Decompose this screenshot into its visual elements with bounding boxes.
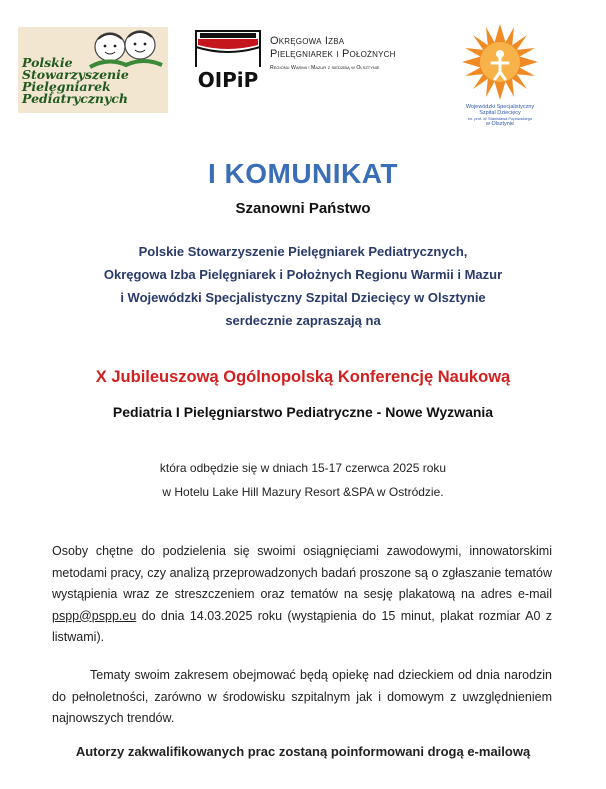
oipip-line-2: Pielęgniarek i Położnych	[270, 48, 396, 60]
pspp-line-2: Stowarzyszenie	[22, 67, 129, 82]
conference-name: X Jubileuszową Ogólnopolską Konferencję Naukową	[95, 368, 511, 386]
sun-child-icon	[460, 22, 540, 102]
conference-venue: w Hotelu Lake Hill Mazury Resort &SPA w Ostródzie.	[162, 485, 444, 499]
oipip-logo	[192, 27, 422, 97]
oipip-emblem-icon	[192, 27, 264, 95]
logo-bar	[0, 0, 606, 130]
conference-subtitle: Pediatria I Pielęgniarstwo Pediatryczne - Nowe Wyzwania	[112, 404, 494, 420]
wsd-caption-3: im. prof. dr Stanisława Popowskiego	[467, 116, 533, 121]
organizers	[0, 240, 606, 332]
wsd-caption	[440, 104, 560, 127]
call-for-papers	[52, 541, 552, 649]
email-link[interactable]: pspp@pspp.eu	[52, 608, 137, 623]
organizer-line-1: Polskie Stowarzyszenie Pielęgniarek Pediatrycznych,	[138, 244, 468, 259]
conference-details	[0, 456, 606, 504]
wsd-caption-4: w Olsztynie	[485, 121, 515, 127]
topics-paragraph: Tematy swoim zakresem obejmować będą opiekę nad dzieckiem od dnia narodzin do pełnoletności, zarówno w środowisku szpitalnym jak i domowym z uwzględnieniem najnowszych trendów.	[52, 668, 552, 725]
pspp-line-4: Pediatrycznych	[22, 91, 128, 106]
oipip-name	[270, 35, 430, 71]
pspp-logo-text	[22, 57, 162, 105]
organizer-line-2: Okręgowa Izba Pielęgniarek i Położnych Regionu Warmii i Mazur	[103, 267, 503, 282]
oipip-line-1: Okręgowa Izba	[270, 35, 345, 47]
invitation-line: serdecznie zapraszają na	[225, 313, 381, 328]
organizer-line-3: i Wojewódzki Specjalistyczny Szpital Dziecięcy w Olsztynie	[120, 290, 486, 305]
oipip-emblem-text: OIPiP	[197, 68, 259, 92]
call-text-after: do dnia 14.03.2025 roku (wystąpienia do 15 minut, plakat rozmiar A0 z listwami).	[52, 608, 552, 644]
wsd-caption-2: Szpital Dziecięcy	[479, 110, 521, 116]
pspp-line-3: Pielęgniarek	[22, 79, 111, 94]
oipip-line-3: Regionu Warmii i Mazur z siedzibą w Olsztynie	[270, 65, 380, 71]
call-text-before: Osoby chętne do podzielenia się swoimi osiągnięciami zawodowymi, innowatorskimi metodami pracy, czy analizą przeprowadzonych badań proszone są o zgłaszanie tematów wystąpienia wraz ze streszczeniem oraz tematów na sesję plakatową na adres e-mail	[52, 544, 552, 601]
pspp-line-1: Polskie	[22, 55, 73, 70]
greeting: Szanowni Państwo	[235, 200, 371, 217]
wsd-caption-1: Wojewódzki Specjalistyczny	[465, 104, 535, 110]
pspp-logo	[18, 27, 168, 113]
wsd-logo	[440, 22, 560, 127]
announcement-title: I KOMUNIKAT	[207, 158, 399, 189]
conference-date: która odbędzie się w dniach 15-17 czerwca 2025 roku	[159, 461, 447, 475]
closing-note: Autorzy zakwalifikowanych prac zostaną poinformowani drogą e-mailową	[75, 744, 531, 759]
